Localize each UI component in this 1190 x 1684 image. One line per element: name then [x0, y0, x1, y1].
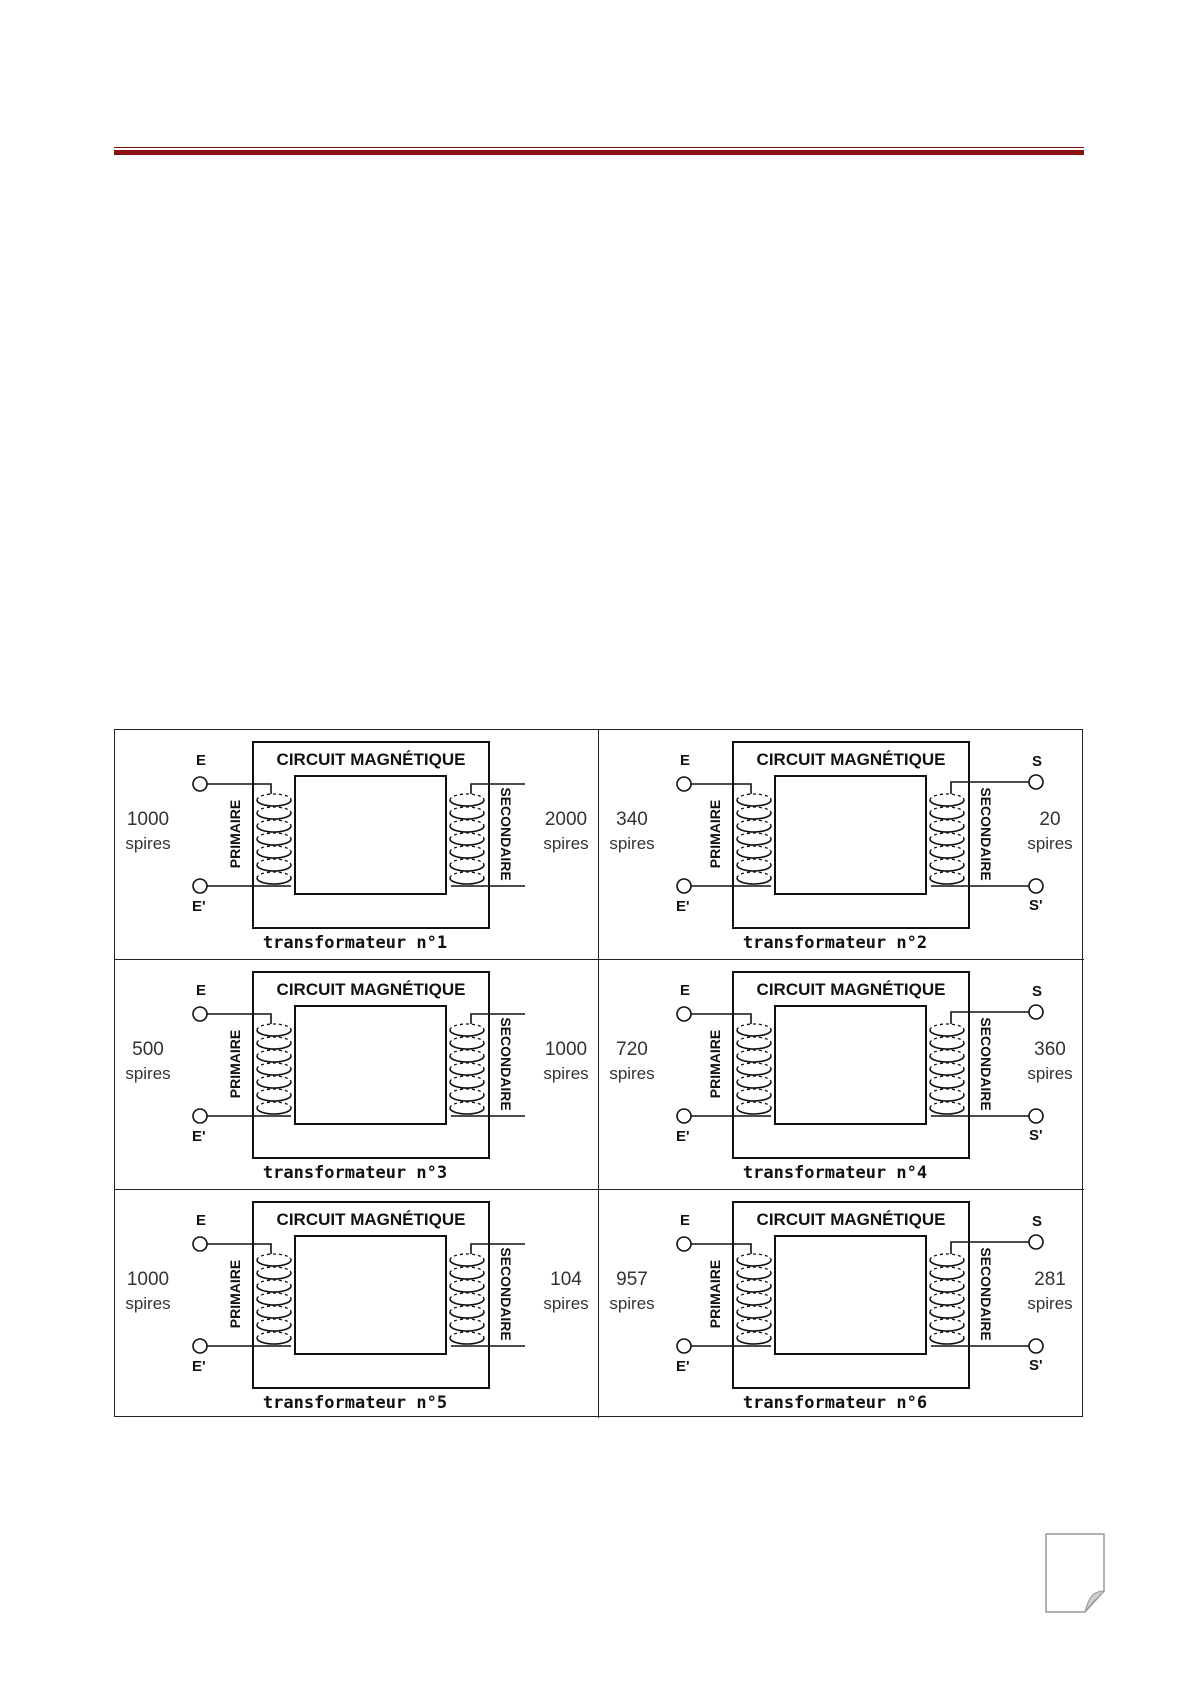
transformer-diagram — [599, 1190, 1084, 1418]
terminal-e — [677, 777, 691, 791]
label-primaire: PRIMAIRE — [707, 1259, 723, 1329]
terminal-e — [193, 1237, 207, 1251]
label-e: E — [196, 1212, 207, 1229]
transformer-cell-5 — [115, 1190, 599, 1418]
circuit-title: CIRCUIT MAGNÉTIQUE — [756, 1210, 946, 1229]
transformer-caption: transformateur n°5 — [262, 1393, 448, 1413]
terminal-e — [677, 1237, 691, 1251]
label-e-prime: E' — [676, 898, 690, 915]
magnetic-core — [253, 1202, 489, 1388]
label-secondaire: SECONDAIRE — [498, 787, 514, 881]
terminal-e-prime — [193, 1109, 207, 1123]
transformer-diagram — [115, 960, 598, 1189]
transformer-caption: transformateur n°6 — [742, 1393, 928, 1413]
terminal-s — [1029, 1235, 1043, 1249]
primary-turns-value: 957 — [616, 1269, 648, 1290]
circuit-title: CIRCUIT MAGNÉTIQUE — [756, 750, 946, 769]
page-curl-icon — [1045, 1533, 1105, 1613]
label-primaire: PRIMAIRE — [707, 799, 723, 869]
secondary-coil — [930, 794, 964, 884]
circuit-title: CIRCUIT MAGNÉTIQUE — [276, 980, 466, 999]
secondary-coil — [930, 1024, 964, 1114]
primary-coil — [257, 794, 291, 884]
transformer-cell-4 — [599, 960, 1084, 1190]
label-e: E — [196, 752, 207, 769]
primary-coil — [737, 1024, 771, 1114]
secondary-turns — [533, 1038, 599, 1086]
label-s: S — [1032, 983, 1043, 1000]
label-e-prime: E' — [676, 1358, 690, 1375]
primary-turns — [115, 1268, 181, 1316]
transformer-diagram — [115, 730, 598, 959]
secondary-turns-unit: spires — [1027, 834, 1073, 853]
primary-turns — [115, 1038, 181, 1086]
terminal-e — [677, 1007, 691, 1021]
secondary-turns-value: 1000 — [544, 1039, 588, 1060]
label-secondaire: SECONDAIRE — [498, 1247, 514, 1341]
primary-turns-value: 500 — [132, 1039, 164, 1060]
secondary-turns-value: 2000 — [544, 809, 588, 830]
primary-turns-unit: spires — [125, 834, 171, 853]
primary-turns-value: 720 — [616, 1039, 648, 1060]
terminal-e — [193, 777, 207, 791]
terminal-e-prime — [193, 879, 207, 893]
terminal-e-prime — [677, 1109, 691, 1123]
core-window — [295, 1006, 446, 1124]
transformer-grid — [114, 729, 1083, 1417]
transformer-caption: transformateur n°2 — [742, 933, 928, 953]
circuit-title: CIRCUIT MAGNÉTIQUE — [276, 1210, 466, 1229]
secondary-coil — [930, 1254, 964, 1344]
magnetic-core — [733, 1202, 969, 1388]
secondary-turns — [1017, 1038, 1083, 1086]
secondary-turns-value: 104 — [550, 1269, 582, 1290]
secondary-turns-unit: spires — [543, 1294, 589, 1313]
terminal-s — [1029, 1005, 1043, 1019]
label-s-prime: S' — [1029, 897, 1043, 914]
secondary-coil — [450, 1254, 484, 1344]
label-primaire: PRIMAIRE — [227, 1029, 243, 1099]
label-secondaire: SECONDAIRE — [978, 1247, 994, 1341]
terminal-e-prime — [193, 1339, 207, 1353]
transformer-cell-1 — [115, 730, 599, 960]
terminal-e — [193, 1007, 207, 1021]
magnetic-core — [733, 972, 969, 1158]
secondary-turns-unit: spires — [543, 1064, 589, 1083]
core-window — [775, 776, 926, 894]
label-e-prime: E' — [192, 1358, 206, 1375]
secondary-turns — [533, 808, 599, 856]
primary-turns-unit: spires — [609, 1294, 655, 1313]
transformer-cell-6 — [599, 1190, 1084, 1418]
secondary-turns-unit: spires — [1027, 1294, 1073, 1313]
primary-coil — [737, 1254, 771, 1344]
secondary-turns — [1017, 808, 1083, 856]
primary-turns — [115, 808, 181, 856]
secondary-coil — [450, 1024, 484, 1114]
magnetic-core — [253, 972, 489, 1158]
circuit-title: CIRCUIT MAGNÉTIQUE — [276, 750, 466, 769]
secondary-turns — [1017, 1268, 1083, 1316]
terminal-e-prime — [677, 879, 691, 893]
core-window — [775, 1236, 926, 1354]
secondary-coil — [450, 794, 484, 884]
label-primaire: PRIMAIRE — [227, 1259, 243, 1329]
label-primaire: PRIMAIRE — [707, 1029, 723, 1099]
transformer-diagram — [115, 1190, 598, 1418]
header-rule-thin — [114, 147, 1084, 148]
primary-turns — [599, 1268, 665, 1316]
label-e: E — [680, 752, 691, 769]
label-secondaire: SECONDAIRE — [978, 787, 994, 881]
label-e: E — [196, 982, 207, 999]
primary-turns-value: 1000 — [126, 1269, 170, 1290]
primary-turns-unit: spires — [125, 1064, 171, 1083]
core-window — [295, 776, 446, 894]
label-primaire: PRIMAIRE — [227, 799, 243, 869]
terminal-s-prime — [1029, 879, 1043, 893]
label-s: S — [1032, 753, 1043, 770]
transformer-diagram — [599, 960, 1084, 1189]
primary-coil — [257, 1024, 291, 1114]
label-s-prime: S' — [1029, 1357, 1043, 1374]
primary-coil — [257, 1254, 291, 1344]
secondary-turns-value: 20 — [1039, 809, 1061, 830]
header-rule-thick — [114, 150, 1084, 155]
transformer-cell-2 — [599, 730, 1084, 960]
primary-turns-unit: spires — [125, 1294, 171, 1313]
primary-turns-unit: spires — [609, 834, 655, 853]
secondary-turns-value: 360 — [1034, 1039, 1066, 1060]
terminal-s-prime — [1029, 1339, 1043, 1353]
primary-turns-value: 340 — [616, 809, 648, 830]
header-rule — [114, 147, 1084, 155]
terminal-s — [1029, 775, 1043, 789]
primary-coil — [737, 794, 771, 884]
secondary-turns-unit: spires — [1027, 1064, 1073, 1083]
label-e-prime: E' — [676, 1128, 690, 1145]
label-s: S — [1032, 1213, 1043, 1230]
label-e-prime: E' — [192, 1128, 206, 1145]
primary-turns-unit: spires — [609, 1064, 655, 1083]
core-window — [295, 1236, 446, 1354]
terminal-e-prime — [677, 1339, 691, 1353]
label-e: E — [680, 1212, 691, 1229]
transformer-diagram — [599, 730, 1084, 959]
primary-turns-value: 1000 — [126, 809, 170, 830]
label-e-prime: E' — [192, 898, 206, 915]
transformer-cell-3 — [115, 960, 599, 1190]
terminal-s-prime — [1029, 1109, 1043, 1123]
transformer-caption: transformateur n°3 — [262, 1163, 448, 1183]
label-e: E — [680, 982, 691, 999]
label-secondaire: SECONDAIRE — [978, 1017, 994, 1111]
circuit-title: CIRCUIT MAGNÉTIQUE — [756, 980, 946, 999]
secondary-turns-value: 281 — [1034, 1269, 1066, 1290]
secondary-turns — [533, 1268, 599, 1316]
label-s-prime: S' — [1029, 1127, 1043, 1144]
label-secondaire: SECONDAIRE — [498, 1017, 514, 1111]
magnetic-core — [253, 742, 489, 928]
core-window — [775, 1006, 926, 1124]
transformer-caption: transformateur n°1 — [262, 933, 448, 953]
transformer-caption: transformateur n°4 — [742, 1163, 928, 1183]
primary-turns — [599, 808, 665, 856]
magnetic-core — [733, 742, 969, 928]
secondary-turns-unit: spires — [543, 834, 589, 853]
primary-turns — [599, 1038, 665, 1086]
